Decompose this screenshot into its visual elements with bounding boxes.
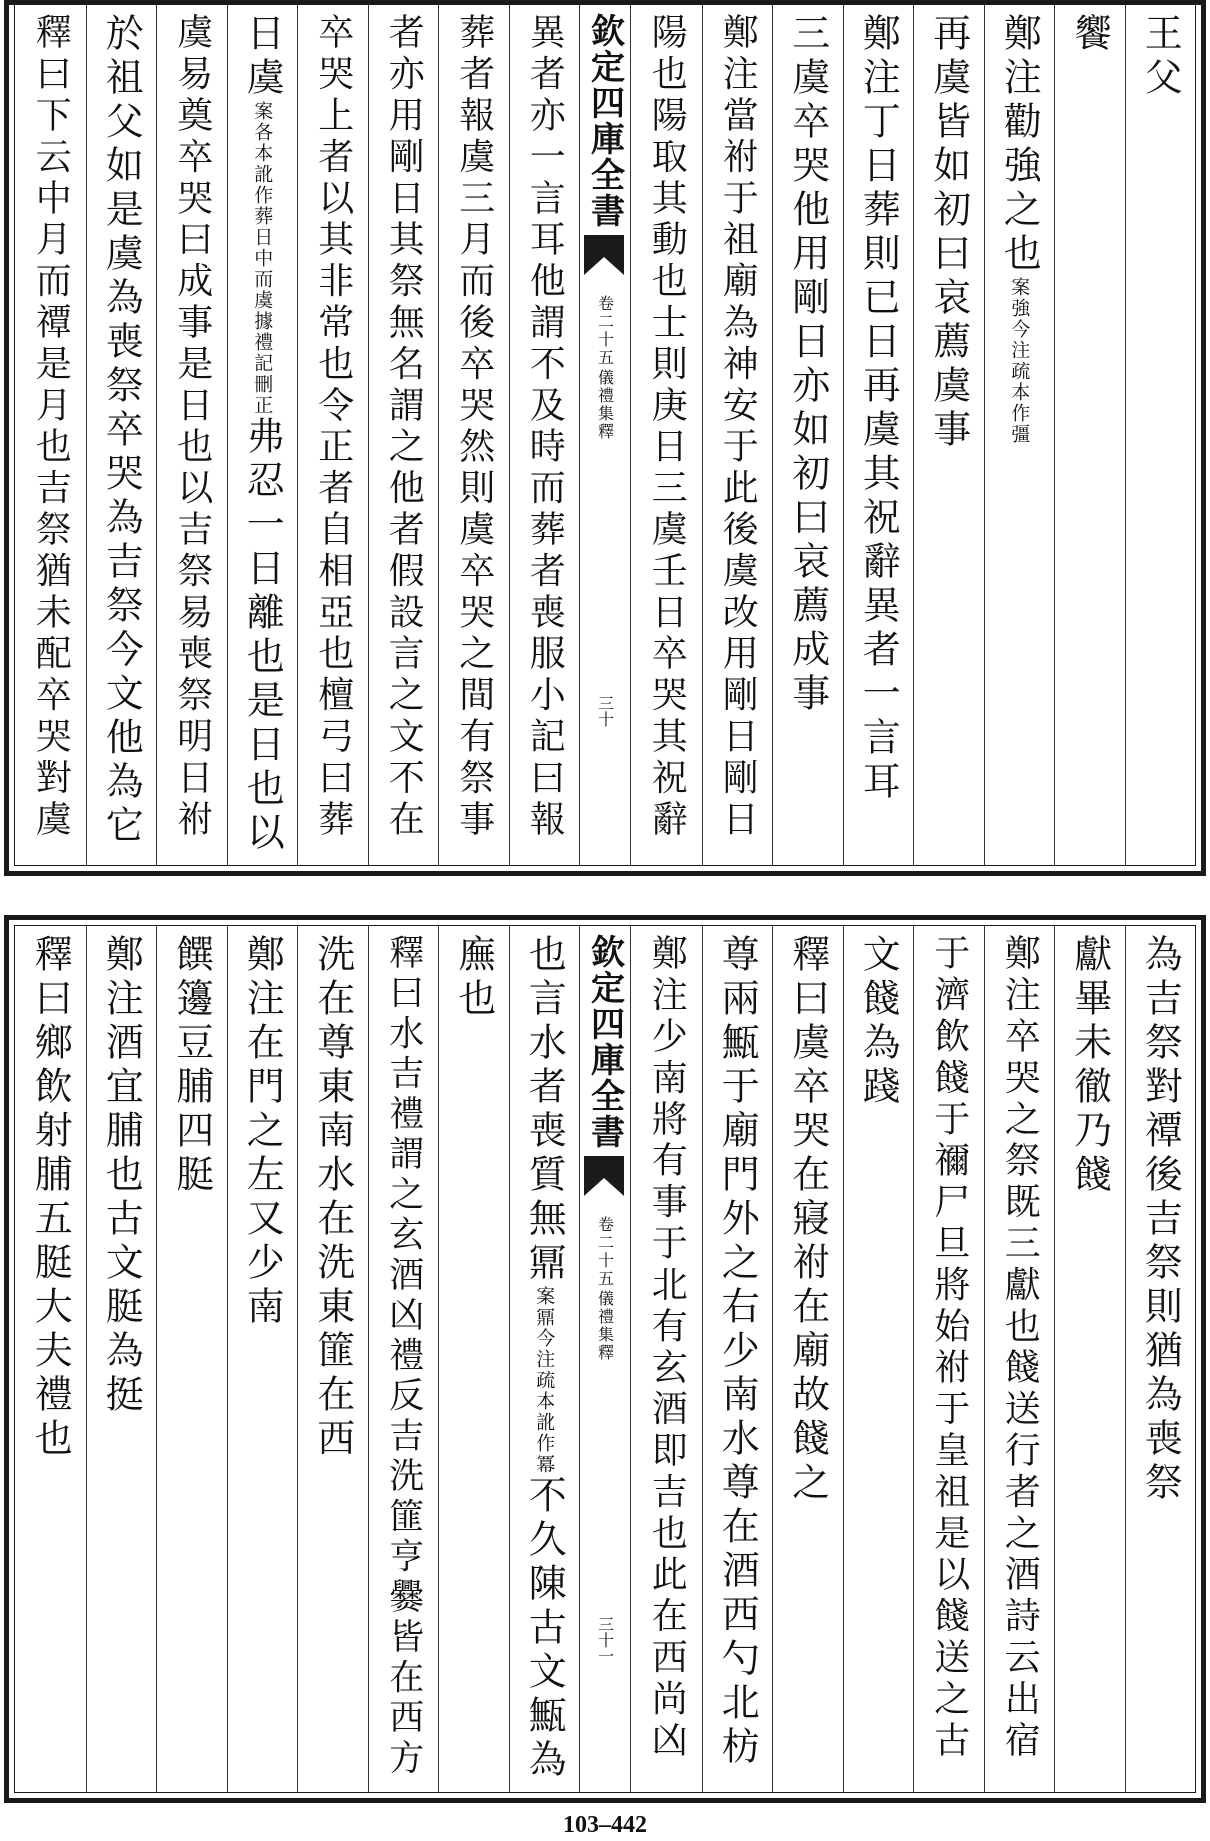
text-column xyxy=(227,5,298,865)
text-column xyxy=(156,5,227,865)
text-column xyxy=(1125,926,1196,1792)
text-column xyxy=(509,926,580,1792)
column-main-text: 釋曰水吉禮謂之玄酒凶禮反吉洗篚亨爨皆在西方 xyxy=(383,934,424,1780)
column-main-text: 為吉祭對禫後吉祭則猶為喪祭 xyxy=(1138,934,1183,1506)
column-main-text: 鄭注當祔于祖廟為神安于此後虞改用剛日剛日 xyxy=(717,13,759,841)
text-column xyxy=(984,5,1055,865)
column-main-text: 饗 xyxy=(1067,13,1112,57)
text-column xyxy=(1054,5,1125,865)
column-main-text: 鄭注卒哭之祭既三獻也餞送行者之酒詩云出宿 xyxy=(999,934,1041,1762)
column-main-text: 日虞 xyxy=(240,13,285,101)
text-column xyxy=(438,5,509,865)
column-main-text: 者亦用剛日其祭無名謂之他者假設言之文不在 xyxy=(383,13,425,841)
text-column xyxy=(15,5,86,865)
page-footer-number: 103–442 xyxy=(563,1812,647,1838)
column-main-text: 鄭注在門之左又少南 xyxy=(240,934,285,1330)
text-column xyxy=(368,926,439,1792)
column-main-text: 再虞皆如初曰哀薦虞事 xyxy=(926,13,971,453)
text-column xyxy=(86,926,157,1792)
text-column xyxy=(1125,5,1196,865)
top-page-text-block xyxy=(14,4,1196,866)
page-number: 三十一 xyxy=(595,1616,615,1664)
text-column xyxy=(15,926,86,1792)
text-column xyxy=(913,5,984,865)
column-main-text: 葬者報虞三月而後卒哭然則虞卒哭之間有祭事 xyxy=(453,13,495,841)
page-number: 三十 xyxy=(595,695,615,727)
column-main-text: 於祖父如是虞為喪祭卒哭為吉祭今文他為它 xyxy=(99,13,144,849)
column-main-text: 釋曰下云中月而禫是月也吉祭猶未配卒哭對虞 xyxy=(30,13,72,841)
top-page xyxy=(0,0,1210,880)
column-main-text: 廡也 xyxy=(451,934,496,1022)
column-main-text: 釋曰虞卒哭在寢祔在廟故餞之 xyxy=(785,934,830,1506)
book-title-and-volume xyxy=(594,1216,617,1362)
text-column xyxy=(438,926,509,1792)
column-main-text: 卒哭上者以其非常也令正者自相亞也檀弓曰葬 xyxy=(312,13,354,841)
column-main-text: 陽也陽取其動也士則庚日三虞壬日卒哭其祝辭 xyxy=(646,13,688,841)
fishtail-mark-icon xyxy=(584,1156,624,1196)
text-column xyxy=(984,926,1055,1792)
text-column xyxy=(86,5,157,865)
text-column xyxy=(843,5,914,865)
text-column xyxy=(631,5,702,865)
collection-title: 欽定四庫全書 xyxy=(584,934,625,1150)
text-column xyxy=(843,926,914,1792)
column-main-text: 于濟飲餞于禰尸旦將始祔于皇祖是以餞送之古 xyxy=(928,934,970,1762)
fishtail-mark-icon xyxy=(584,235,624,275)
column-main-text: 獻畢未徹乃餞 xyxy=(1067,934,1112,1198)
text-column xyxy=(156,926,227,1792)
text-column xyxy=(702,926,773,1792)
column-main-text: 鄭注丁日葬則已日再虞其祝辭異者一言耳 xyxy=(856,13,901,805)
column-main-text: 也言水者喪質無鼏 xyxy=(522,934,567,1286)
text-column xyxy=(1054,926,1125,1792)
book-title: 儀禮集釋 xyxy=(595,1290,615,1362)
column-main-text: 虞易奠卒哭曰成事是日也以吉祭易喪祭明日祔 xyxy=(171,13,213,841)
column-main-text: 三虞卒哭他用剛日亦如初曰哀薦成事 xyxy=(785,13,830,717)
collection-title: 欽定四庫全書 xyxy=(584,13,625,229)
volume-number: 卷二十五 xyxy=(595,295,615,367)
bottom-page xyxy=(0,915,1210,1805)
text-column xyxy=(913,926,984,1792)
book-title-and-volume xyxy=(594,295,617,441)
bottom-page-text-block xyxy=(14,925,1196,1793)
column-continuation-text: 不久陳古文甒為 xyxy=(522,1475,567,1783)
text-column xyxy=(227,926,298,1792)
column-annotation-text: 案各本訛作葬日中而虞據禮記刪正 xyxy=(251,101,274,416)
volume-number: 卷二十五 xyxy=(595,1216,615,1288)
text-column xyxy=(702,5,773,865)
center-fold-column xyxy=(579,926,631,1792)
text-column xyxy=(772,5,843,865)
column-main-text: 釋曰鄉飲射脯五脡大夫禮也 xyxy=(28,934,73,1462)
column-main-text: 鄭注勸強之也 xyxy=(997,13,1042,277)
column-annotation-text: 案強今注疏本作彊 xyxy=(1008,277,1031,445)
text-column xyxy=(368,5,439,865)
column-main-text: 異者亦一言耳他謂不及時而葬者喪服小記曰報 xyxy=(524,13,566,841)
text-column xyxy=(297,5,368,865)
column-main-text: 鄭注少南將有事于北有玄酒即吉也此在西尚凶 xyxy=(646,934,688,1762)
column-main-text: 王父 xyxy=(1138,13,1183,101)
text-column xyxy=(631,926,702,1792)
column-main-text: 洗在尊東南水在洗東篚在西 xyxy=(310,934,355,1462)
book-title: 儀禮集釋 xyxy=(595,369,615,441)
text-column xyxy=(772,926,843,1792)
column-main-text: 鄭注酒宜脯也古文脡為挺 xyxy=(99,934,144,1418)
column-main-text: 饌籩豆脯四脡 xyxy=(169,934,214,1198)
text-column xyxy=(509,5,580,865)
column-main-text: 文餞為踐 xyxy=(856,934,901,1110)
column-annotation-text: 案鼏今注疏本訛作冪 xyxy=(533,1286,556,1475)
column-continuation-text: 弗忍一日離也是日也以 xyxy=(240,416,285,856)
column-main-text: 尊兩甒于廟門外之右少南水尊在酒西勺北枋 xyxy=(715,934,760,1770)
center-fold-column xyxy=(579,5,631,865)
text-column xyxy=(297,926,368,1792)
